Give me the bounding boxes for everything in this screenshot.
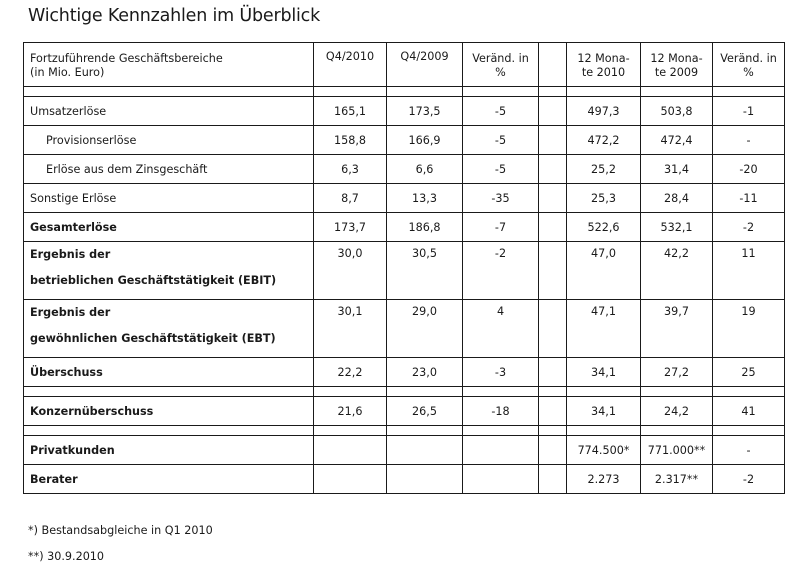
row-label: Privatkunden [24,436,314,465]
cell-q4-2010: 21,6 [314,397,387,426]
cell-change-m: - [713,436,785,465]
cell-change-q [463,436,539,465]
row-label [24,300,314,358]
cell-change-q: -3 [463,358,539,387]
header-12m-2010 [567,43,641,87]
cell-change-q: -5 [463,126,539,155]
cell-12m-2009: 472,4 [641,126,713,155]
cell-q4-2009: 6,6 [387,155,463,184]
header-q4-2009: Q4/2009 [387,43,463,87]
header-change-m [713,43,785,87]
cell-change-q: -35 [463,184,539,213]
table-row [24,465,785,494]
row-label: Umsatzerlöse [24,97,314,126]
cell-12m-2010: 2.273 [567,465,641,494]
cell-q4-2009: 173,5 [387,97,463,126]
table-row [24,358,785,387]
table-gap-row [24,87,785,97]
cell-q4-2009: 29,0 [387,300,463,358]
cell-12m-2010: 25,3 [567,184,641,213]
cell-12m-2010: 47,1 [567,300,641,358]
cell-change-m: 41 [713,397,785,426]
header-q4-2010: Q4/2010 [314,43,387,87]
header-label-line2: (in Mio. Euro) [30,65,105,79]
table-row [24,184,785,213]
table-row [24,155,785,184]
header-change-q-line2: % [495,65,506,79]
table-gap-row [24,387,785,397]
table-row [24,126,785,155]
cell-q4-2010: 8,7 [314,184,387,213]
cell-12m-2010: 522,6 [567,213,641,242]
cell-change-m: -2 [713,465,785,494]
row-label-line2: betrieblichen Geschäftstätigkeit (EBIT) [30,274,277,287]
cell-change-q: -7 [463,213,539,242]
header-12m-2010-line2: te 2010 [581,65,626,79]
cell-12m-2010: 774.500* [567,436,641,465]
header-12m-2009-line1: 12 Mona- [650,51,703,65]
cell-change-m: 11 [713,242,785,300]
row-label: Erlöse aus dem Zinsgeschäft [24,155,314,184]
table-gap-row [24,426,785,436]
cell-change-m: -2 [713,213,785,242]
cell-change-m: -11 [713,184,785,213]
cell-change-m: - [713,126,785,155]
table-header [24,43,785,87]
cell-12m-2010: 34,1 [567,397,641,426]
cell-12m-2010: 25,2 [567,155,641,184]
row-label: Berater [24,465,314,494]
cell-12m-2009: 24,2 [641,397,713,426]
row-label: Sonstige Erlöse [24,184,314,213]
cell-change-m: 19 [713,300,785,358]
cell-12m-2009: 2.317** [641,465,713,494]
cell-12m-2009: 31,4 [641,155,713,184]
table-row [24,97,785,126]
row-label: Gesamterlöse [24,213,314,242]
row-label-line1: Ergebnis der [30,306,111,319]
table-row [24,242,785,300]
cell-change-m: 25 [713,358,785,387]
cell-q4-2010: 158,8 [314,126,387,155]
cell-12m-2010: 47,0 [567,242,641,300]
cell-change-q: -5 [463,155,539,184]
row-label [24,242,314,300]
cell-12m-2010: 497,3 [567,97,641,126]
cell-12m-2010: 34,1 [567,358,641,387]
row-label-line1: Ergebnis der [30,248,111,261]
cell-12m-2009: 27,2 [641,358,713,387]
table-row [24,213,785,242]
cell-q4-2009: 30,5 [387,242,463,300]
spacer-column [539,43,567,87]
cell-q4-2010: 6,3 [314,155,387,184]
cell-q4-2009: 166,9 [387,126,463,155]
cell-12m-2009: 39,7 [641,300,713,358]
cell-12m-2009: 503,8 [641,97,713,126]
header-change-q-line1: Veränd. in [472,51,529,65]
cell-12m-2009: 771.000** [641,436,713,465]
cell-change-m: -20 [713,155,785,184]
footnote-2: **) 30.9.2010 [28,550,105,563]
cell-change-q: -5 [463,97,539,126]
header-12m-2010-line1: 12 Mona- [577,51,630,65]
header-12m-2009 [641,43,713,87]
key-figures-table [23,42,785,494]
cell-12m-2009: 532,1 [641,213,713,242]
page-title: Wichtige Kennzahlen im Überblick [28,6,321,26]
table-row [24,436,785,465]
cell-q4-2009: 13,3 [387,184,463,213]
footnote-1: *) Bestandsabgleiche in Q1 2010 [28,524,213,537]
cell-q4-2009 [387,436,463,465]
header-change-q [463,43,539,87]
cell-q4-2009: 26,5 [387,397,463,426]
table-row [24,300,785,358]
header-label-line1: Fortzuführende Geschäftsbereiche [30,51,223,65]
header-12m-2009-line2: te 2009 [654,65,699,79]
cell-q4-2009: 186,8 [387,213,463,242]
cell-12m-2010: 472,2 [567,126,641,155]
cell-12m-2009: 42,2 [641,242,713,300]
header-label-cell [24,43,314,87]
row-label-line2: gewöhnlichen Geschäftstätigkeit (EBT) [30,332,276,345]
table-row [24,397,785,426]
cell-change-q: 4 [463,300,539,358]
cell-q4-2010: 173,7 [314,213,387,242]
cell-q4-2010 [314,465,387,494]
header-change-m-line1: Veränd. in [720,51,777,65]
cell-q4-2009 [387,465,463,494]
row-label: Konzernüberschuss [24,397,314,426]
cell-q4-2010 [314,436,387,465]
cell-q4-2010: 165,1 [314,97,387,126]
header-change-m-line2: % [743,65,754,79]
cell-q4-2009: 23,0 [387,358,463,387]
cell-change-q: -18 [463,397,539,426]
cell-change-q [463,465,539,494]
cell-12m-2009: 28,4 [641,184,713,213]
cell-q4-2010: 30,0 [314,242,387,300]
cell-change-q: -2 [463,242,539,300]
cell-q4-2010: 30,1 [314,300,387,358]
row-label: Überschuss [24,358,314,387]
cell-change-m: -1 [713,97,785,126]
cell-q4-2010: 22,2 [314,358,387,387]
row-label: Provisionserlöse [24,126,314,155]
